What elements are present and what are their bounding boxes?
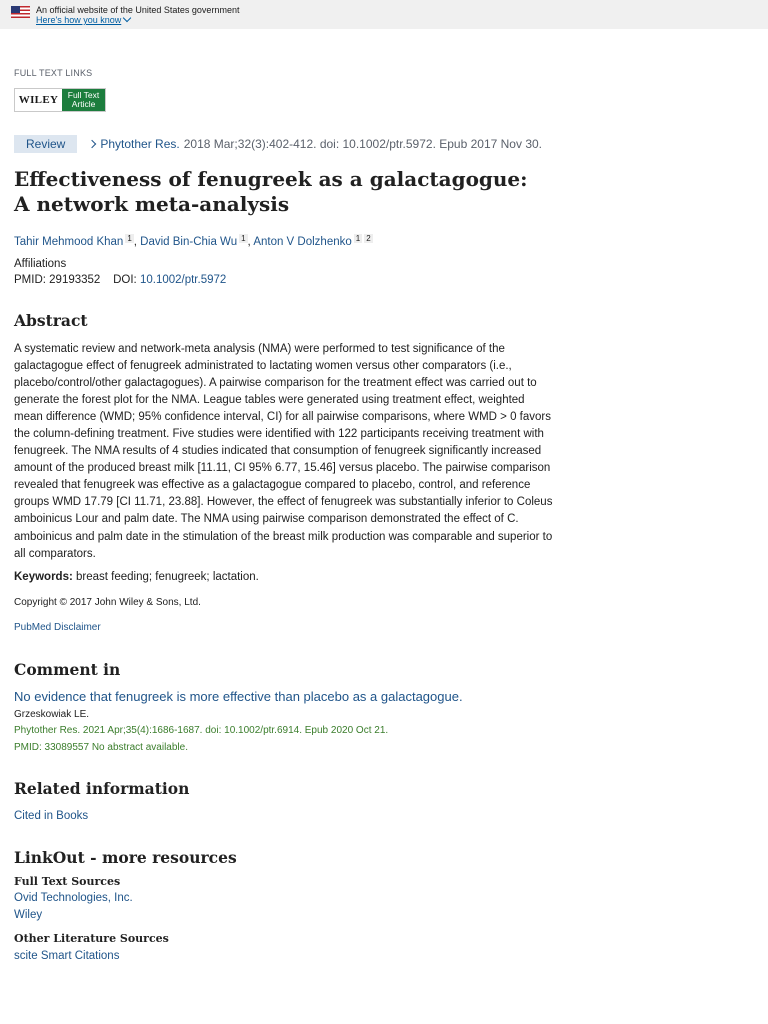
keywords: [14, 571, 259, 583]
citation-row: [14, 135, 542, 153]
affiliations-toggle[interactable]: Affiliations: [14, 258, 67, 270]
author-link[interactable]: Tahir Mehmood Khan: [14, 236, 124, 248]
full-text-article-badge: [62, 89, 105, 111]
affiliation-marker[interactable]: 2: [366, 234, 371, 243]
wiley-logo: WILEY: [18, 94, 59, 106]
chevron-right-icon[interactable]: [88, 140, 96, 148]
authors-list: Tahir Mehmood Khan $^1$ , David Bin-Chia Wu $^1$ , Anton V Dolzhenko $^1$ $^2$: [14, 234, 371, 248]
wiley-link[interactable]: Wiley: [14, 909, 43, 921]
comment-citation: Phytother Res. 2021 Apr;35(4):1686-1687. doi: 10.1002/ptr.6914. Epub 2020 Oct 21.: [14, 725, 389, 736]
ovid-technologies-link[interactable]: Ovid Technologies, Inc.: [14, 892, 133, 904]
other-literature-sources-heading: Other Literature Sources: [14, 932, 169, 945]
doi-link[interactable]: 10.1002/ptr.5972: [139, 274, 227, 286]
full-text-sources-heading: Full Text Sources: [14, 875, 121, 888]
doi-label: DOI:: [113, 274, 137, 286]
keywords-label: Keywords:: [14, 571, 73, 583]
keywords-value: breast feeding; fenugreek; lactation.: [76, 571, 259, 583]
cited-in-books-link[interactable]: Cited in Books: [14, 810, 89, 822]
pmid-label: PMID:: [14, 274, 46, 286]
chevron-down-icon: [123, 14, 131, 22]
affiliation-marker[interactable]: 1: [241, 234, 246, 243]
gov-banner-text: An official website of the United States government: [36, 5, 240, 15]
article-title: Effectiveness of fenugreek as a galactagogue: A network meta-analysis: [14, 167, 528, 216]
gov-banner: [0, 0, 768, 29]
author-link[interactable]: Anton V Dolzhenko: [253, 236, 352, 248]
us-flag-icon: [11, 6, 30, 18]
wiley-full-text-button[interactable]: [14, 88, 106, 112]
journal-link[interactable]: Phytother Res.: [100, 137, 180, 151]
comment-article-link[interactable]: No evidence that fenugreek is more effective than placebo as a galactagogue.: [14, 689, 463, 704]
gov-banner-link[interactable]: [36, 15, 130, 25]
gov-banner-link-label[interactable]: Here's how you know: [36, 15, 122, 25]
copyright-text: Copyright © 2017 John Wiley & Sons, Ltd.: [14, 597, 201, 608]
comment-author: Grzeskowiak LE.: [14, 709, 90, 720]
comment-in-heading: Comment in: [14, 660, 121, 679]
pubmed-disclaimer-link[interactable]: PubMed Disclaimer: [14, 622, 101, 633]
scite-smart-citations-link[interactable]: scite Smart Citations: [14, 950, 120, 962]
full-text-links-label: FULL TEXT LINKS: [14, 68, 93, 78]
related-information-heading: Related information: [14, 779, 190, 798]
comment-pmid: PMID: 33089557 No abstract available.: [14, 742, 188, 753]
affiliation-marker[interactable]: 1: [127, 234, 132, 243]
abstract-heading: Abstract: [14, 311, 88, 330]
abstract-text: A systematic review and network-meta analysis (NMA) were performed to test significance of the galactagogue effect of fenugreek administrated to lactating women versus other comparators (i.e., placebo/control/other galactagogues). A pairwise comparison for the treatment effect was carried out to generate the forest plot for the NMA. League tables were generated using treatment effect, weighted mean difference (WMD; 95% confidence interval, CI) for all pairwise comparisons, where WMD > 0 favors the column-defining treatment. Five studies were identified with 122 participants receiving treatment with fenugreek. The NMA results of 4 studies indicated that consumption of fenugreek significantly increased amount of the produced breast milk [11.11, CI 95% 6.77, 15.46] versus placebo. The pairwise comparison revealed that fenugreek was effective as a galactagogue compared to placebo, control, and reference groups WMD 17.79 [CI 11.71, 23.88]. However, the effect of fenugreek was substantially inferior to Coleus amboinicus Lour and palm date. The NMA using pairwise comparison demonstrated the effect of C. amboinicus and palm date in the stimulation of the breast milk production was comparable and superior to all comparators.: [14, 343, 553, 560]
author-link[interactable]: David Bin-Chia Wu: [140, 236, 238, 248]
linkout-heading: LinkOut - more resources: [14, 848, 237, 867]
badge-line-2: Article: [71, 99, 96, 109]
pmid-value: 29193352: [49, 274, 101, 286]
affiliation-marker[interactable]: 1: [355, 234, 361, 243]
review-badge: Review: [14, 135, 77, 153]
citation-details: 2018 Mar;32(3):402-412. doi: 10.1002/ptr.5972. Epub 2017 Nov 30.: [183, 137, 542, 151]
article-identifiers: [14, 274, 226, 286]
badge-line-1: Full Text: [67, 90, 100, 100]
